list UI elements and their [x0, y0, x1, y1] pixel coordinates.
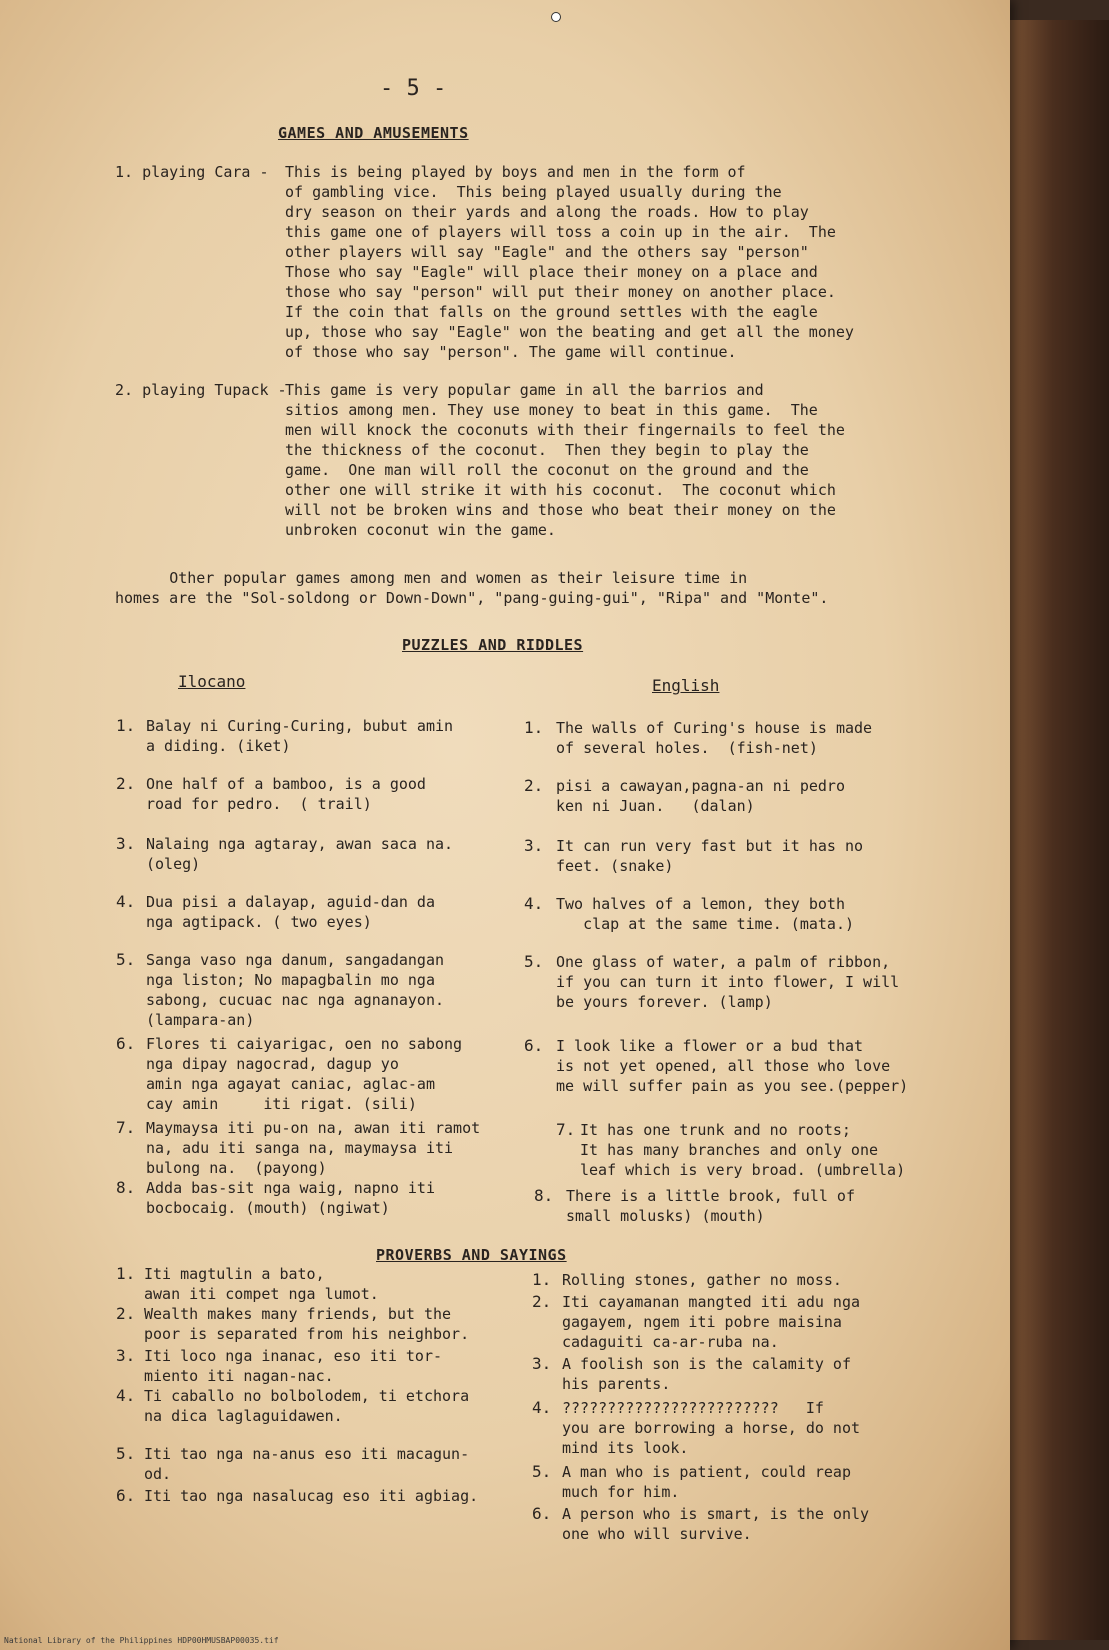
proverb-text: Iti loco nga inanac, eso iti tor- miento iti nagan-nac. [144, 1347, 443, 1385]
riddle-number-english: 4. [524, 894, 544, 913]
proverb-text-right: A foolish son is the calamity of his parents. [562, 1355, 851, 1393]
riddle-number: 6. [116, 1034, 136, 1053]
proverb-number: 6. [116, 1486, 136, 1505]
riddle-ilocano: Nalaing nga agtaray, awan saca na. (oleg) [146, 835, 454, 873]
riddle-number-english: 7. [556, 1120, 576, 1139]
other-games-paragraph: Other popular games among men and women as their leisure time in homes are the "Sol-soldong or Down-Down", "pang-guing-gui", "Ripa" and "Monte". [115, 569, 829, 607]
proverb-text-right: Iti cayamanan mangted iti adu nga gagayem, ngem iti pobre maisina cadaguiti ca-ar-ruba na. [562, 1293, 861, 1351]
riddle-english: I look like a flower or a bud that is not yet opened, all those who love me will suffer pain as you see.(pepper) [556, 1037, 909, 1095]
proverb-number-right: 4. [532, 1398, 552, 1417]
proverb-number-right: 2. [532, 1292, 552, 1311]
riddle-number-english: 1. [524, 718, 544, 737]
proverb-number: 2. [116, 1304, 136, 1323]
proverb-text: Ti caballo no bolbolodem, ti etchora na dica laglaguidawen. [144, 1387, 470, 1425]
proverb-text: Iti tao nga na-anus eso iti macagun- od. [144, 1445, 470, 1483]
proverb-number: 4. [116, 1386, 136, 1405]
proverb-text-right: ???????????????????????? If you are borrowing a horse, do not mind its look. [562, 1399, 861, 1457]
proverb-text: Iti magtulin a bato, awan iti compet nga lumot. [144, 1265, 379, 1303]
riddle-number-english: 3. [524, 836, 544, 855]
riddle-ilocano: Balay ni Curing-Curing, bubut amin a diding. (iket) [146, 717, 454, 755]
riddle-number: 4. [116, 892, 136, 911]
riddle-english: One glass of water, a palm of ribbon, if you can turn it into flower, I will be yours forever. (lamp) [556, 953, 900, 1011]
proverb-text-right: Rolling stones, gather no moss. [562, 1271, 842, 1289]
page-number: - 5 - [380, 76, 447, 101]
riddle-english: It can run very fast but it has no feet. (snake) [556, 837, 864, 875]
game-2-label: 2. playing Tupack - [115, 381, 287, 399]
riddle-number-english: 8. [534, 1186, 554, 1205]
riddle-number: 5. [116, 950, 136, 969]
riddle-ilocano: Adda bas-sit nga waig, napno iti bocbocaig. (mouth) (ngiwat) [146, 1179, 435, 1217]
riddle-ilocano: One half of a bamboo, is a good road for pedro. ( trail) [146, 775, 426, 813]
game-1-text: This is being played by boys and men in the form of of gambling vice. This being played usually during the dry season on their yards and along the roads. How to play this game one of players will toss a coin up in the air. The other players will say "Eagle" and the others say "person" Those who say "Eagle" will place their money on a place and those who say "person" will put their money on another place. If the coin that falls on the ground settles with the eagle up, those who say "Eagle" won the beating and get all the money of those who say "person". The game will continue. [285, 163, 854, 361]
riddle-number-english: 6. [524, 1036, 544, 1055]
riddle-english: pisi a cawayan,pagna-an ni pedro ken ni Juan. (dalan) [556, 777, 845, 815]
riddle-english: There is a little brook, full of small molusks) (mouth) [566, 1187, 855, 1225]
proverb-number: 1. [116, 1264, 136, 1283]
riddle-number: 3. [116, 834, 136, 853]
puzzles-heading: PUZZLES AND RIDDLES [402, 636, 584, 654]
english-column-header: English [652, 676, 720, 695]
riddle-ilocano: Sanga vaso nga danum, sangadangan nga liston; No mapagbalin mo nga sabong, cucuac nac nga agnanayon. (lampara-an) [146, 951, 445, 1029]
riddle-number-english: 5. [524, 952, 544, 971]
proverb-number-right: 6. [532, 1504, 552, 1523]
proverb-text-right: A man who is patient, could reap much for him. [562, 1463, 851, 1501]
proverb-number-right: 3. [532, 1354, 552, 1373]
riddle-ilocano: Flores ti caiyarigac, oen no sabong nga dipay nagocrad, dagup yo amin nga agayat caniac, aglac-am cay amin iti rigat. (sili) [146, 1035, 463, 1113]
archive-footer: National Library of the Philippines HDP00HMUSBAP00035.tif [4, 1636, 279, 1645]
riddle-number: 7. [116, 1118, 136, 1137]
game-1-label: 1. playing Cara - [115, 163, 269, 181]
ilocano-column-header: Ilocano [178, 672, 246, 691]
proverb-number: 3. [116, 1346, 136, 1365]
proverb-text-right: A person who is smart, is the only one who will survive. [562, 1505, 870, 1543]
riddle-ilocano: Maymaysa iti pu-on na, awan iti ramot na, adu iti sanga na, maymaysa iti bulong na. (payong) [146, 1119, 481, 1177]
proverb-number: 5. [116, 1444, 136, 1463]
proverb-text: Wealth makes many friends, but the poor is separated from his neighbor. [144, 1305, 470, 1343]
riddle-number-english: 2. [524, 776, 544, 795]
marker-dot [551, 12, 561, 22]
riddle-number: 2. [116, 774, 136, 793]
proverb-number-right: 5. [532, 1462, 552, 1481]
riddle-english: It has one trunk and no roots; It has many branches and only one leaf which is very broad. (umbrella) [580, 1121, 906, 1179]
riddle-english: The walls of Curing's house is made of several holes. (fish-net) [556, 719, 873, 757]
proverb-number-right: 1. [532, 1270, 552, 1289]
proverbs-heading: PROVERBS AND SAYINGS [376, 1246, 567, 1264]
riddle-ilocano: Dua pisi a dalayap, aguid-dan da nga agtipack. ( two eyes) [146, 893, 435, 931]
riddle-english: Two halves of a lemon, they both clap at the same time. (mata.) [556, 895, 855, 933]
game-2-text: This game is very popular game in all the barrios and sitios among men. They use money to beat in this game. The men will knock the coconuts with their fingernails to feel the the thickness of the coconut. Then they begin to play the game. One man will roll the coconut on the ground and the other one will strike it with his coconut. The coconut which will not be broken wins and those who beat their money on the unbroken coconut win the game. [285, 381, 845, 539]
riddle-number: 1. [116, 716, 136, 735]
proverb-text: Iti tao nga nasalucag eso iti agbiag. [144, 1487, 479, 1505]
games-heading: GAMES AND AMUSEMENTS [278, 124, 469, 142]
riddle-number: 8. [116, 1178, 136, 1197]
